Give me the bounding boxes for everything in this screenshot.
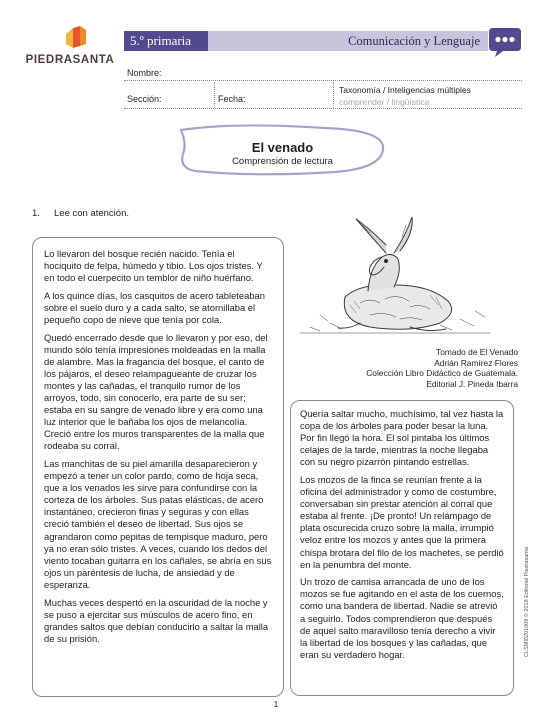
paragraph: Un trozo de camisa arrancada de uno de los mozos se fue agitando en el asta de los cuernos, como una bandera de libertad. Nadie se atrevió a seguirlo. Todos comprendieron que después de aquel salto maravilloso tenía derecho a vivir la libertad de los bosques y las cañadas, que eran su verdadero hogar. [300, 576, 504, 660]
reading-box-left [32, 237, 284, 697]
reading-box-right [290, 400, 514, 696]
paragraph: Las manchitas de su piel amarilla desaparecieron y empezó a tener un color pardo, como de hoja seca, que a los venados les sirve para confundirse con la corteza de los árboles. Sus patas elásticas, de acero instantáneo, crecieron finas y seguras y con ellas creció también el deseo de libertad. Sus ojos se agrandaron como pepitas de tempisque maduro, pero ya no eran sólo tristes. A veces, cuando los dedos del viento tocaban guitarra en los cañales, se abría en sus ojos un paréntesis de lucha, de ansiedad y de esperanza. [44, 458, 272, 590]
paragraph: Quedó encerrado desde que lo llevaron y por eso, del mundo sólo tenía impresiones moldeadas en la malla de alambre. Mas la fragancia del bosque, el canto de los pájaros, el deseo relampagueante de cruzar los montes y las cañadas, el tranquilo rumor de los arroyos, todo, sin conocerlo, era parte de su ser; estaba en su sangre de venado libre y era como una luz interior que le bañaba los ojos de melancolía. Creció entre los muros transparentes de la malla que rodeaba su corral. [44, 331, 268, 452]
subject-label: Comunicación y Lenguaje [208, 31, 488, 51]
paragraph: Muchas veces despertó en la oscuridad de la noche y se puso a ejercitar sus músculos de acero fino, en grandes saltos que debían conducirlo a saltar la malla de su prisión. [44, 596, 269, 644]
name-line [124, 80, 522, 81]
instruction-number: 1. [32, 208, 40, 219]
field-divider [214, 82, 215, 108]
credit-line: Adrián Ramírez Flores [434, 357, 518, 368]
credit-line: Colección Libro Didáctico de Guatemala. [366, 368, 518, 379]
source-credits [360, 347, 518, 389]
logo-mark [64, 24, 88, 50]
paragraph: A los quince días, los casquitos de acero tableteaban sobre el suelo duro y a cada salto, se atornillaba el pequeño copo de nieve que tenía por cola. [44, 289, 265, 325]
page-subtitle: Comprensión de lectura [232, 156, 333, 167]
taxonomy-value: comprender / lingüística [339, 97, 430, 107]
section-line [124, 108, 522, 109]
publisher-logo [20, 24, 120, 68]
paragraph: Quería saltar mucho, muchísimo, tal vez hasta la copa de los árboles para poder besar la luna. Por fin llegó la hora. El sol pintaba los últimos celajes de la tarde, mientras la noche llegaba con su negro pizarrón pintando estrellas. [300, 408, 504, 468]
copyright-vertical [520, 525, 532, 685]
brand-name: PIEDRASANTA [25, 54, 115, 66]
paragraph: Los mozos de la finca se reunían frente a la oficina del administrador y como de costumbre, conversaban sin prestar atención al corral que estaba al frente. ¡De pronto! Un relámpago de plata oscurecida cruzo sobre la malla, irrumpió veloz entre los mozos y antes que la primera chispa brotara del filo de los machetes, se perdió en la penumbra del monte. [300, 473, 504, 570]
field-divider [333, 82, 334, 108]
name-label: Nombre: [127, 68, 162, 78]
copyright-text: CLSMI0201009 © 2018 Editorial Piedrasanta [524, 547, 530, 657]
credit-line: Tomado de El Venado [436, 347, 518, 357]
credit-line: Editorial J. Pineda Ibarra [426, 378, 518, 389]
instruction-text: Lee con atención. [54, 208, 130, 219]
page-number: 1 [273, 699, 279, 709]
taxonomy-title: Taxonomía / Inteligencias múltiples [339, 85, 471, 95]
paragraph: Lo llevaron del bosque recién nacido. Tenía el hociquito de felpa, húmedo y tibio. Los ojos tristes. Y en todo el cuerpecito un temblor de niño huérfano. [44, 248, 263, 284]
chat-bubble-icon [488, 26, 522, 58]
section-label: Sección: [127, 94, 162, 104]
page-title: El venado [251, 140, 314, 155]
date-label: Fecha: [218, 94, 246, 104]
grade-label: 5.º primaria [124, 31, 208, 51]
deer-illustration [290, 215, 500, 345]
instruction [32, 208, 129, 219]
